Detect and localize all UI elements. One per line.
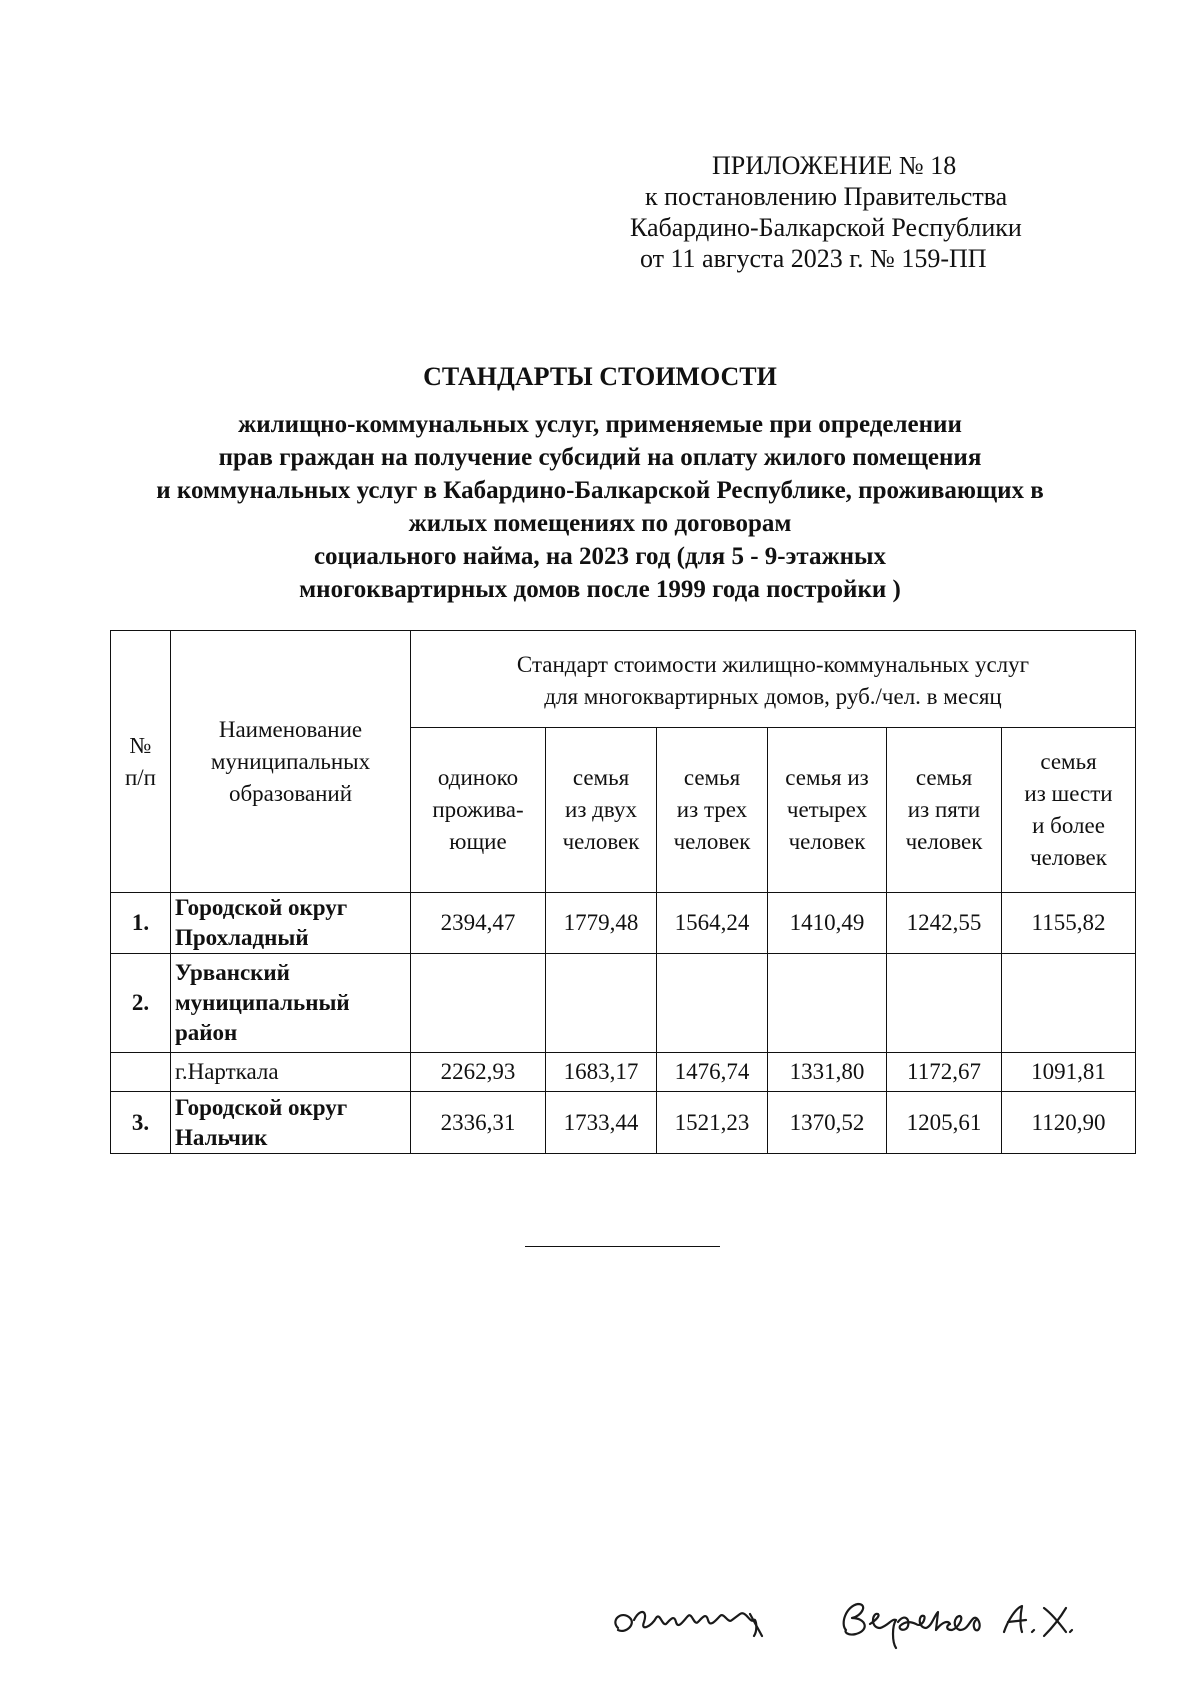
- header-family-6-plus: [1002, 728, 1136, 893]
- header-text: из двух: [565, 797, 637, 822]
- header-family-2: [546, 728, 657, 893]
- appendix-number: ПРИЛОЖЕНИЕ № 18: [712, 151, 957, 180]
- header-text: человек: [905, 829, 983, 854]
- row-municipality: [171, 954, 411, 1053]
- header-text: человек: [1030, 845, 1107, 870]
- header-text: одиноко: [437, 765, 519, 790]
- header-text: из пяти: [907, 797, 981, 822]
- value-cell: [1002, 954, 1136, 1053]
- value-cell: 2336,31: [411, 1092, 546, 1154]
- row-index: 2.: [111, 954, 171, 1053]
- header-text: образований: [228, 780, 353, 806]
- value-cell: 1205,61: [887, 1092, 1002, 1154]
- value-cell: [546, 954, 657, 1053]
- appendix-resolution-line: к постановлению Правительства: [645, 182, 1008, 211]
- header-text: и более: [1032, 813, 1105, 838]
- value-cell: 1476,74: [657, 1053, 768, 1092]
- value-cell: 1331,80: [768, 1053, 887, 1092]
- table-row: [111, 1092, 1136, 1154]
- table-row: [111, 893, 1136, 954]
- header-text: семья: [683, 765, 741, 790]
- header-text: человек: [788, 829, 866, 854]
- closing-rule: [525, 1246, 720, 1247]
- row-municipality: [171, 893, 411, 954]
- header-text: ющие: [449, 829, 507, 854]
- name-line: Нальчик: [175, 1124, 268, 1150]
- header-text: семья из: [785, 765, 869, 790]
- name-line: муниципальный: [175, 990, 350, 1015]
- header-number: [111, 631, 171, 893]
- document-subtitle: [95, 408, 1105, 606]
- header-text: семья: [1040, 749, 1097, 774]
- table-row: [111, 1053, 1136, 1092]
- appendix-header: [620, 150, 1080, 274]
- value-cell: 1410,49: [768, 893, 887, 954]
- header-text: из трех: [676, 797, 748, 822]
- header-text: человек: [673, 829, 751, 854]
- subtitle-line: социального найма, на 2023 год (для 5 - 9-этажных: [313, 543, 887, 570]
- row-municipality: г.Нарткала: [171, 1053, 411, 1092]
- value-cell: 1370,52: [768, 1092, 887, 1154]
- value-cell: 1564,24: [657, 893, 768, 954]
- value-cell: [768, 954, 887, 1053]
- name-line: Городской округ: [175, 1094, 348, 1120]
- value-cell: 2262,93: [411, 1053, 546, 1092]
- header-text: четырех: [786, 797, 868, 822]
- header-text: №: [129, 732, 152, 758]
- subtitle-line: жилищно-коммунальных услуг, применяемые при определении: [238, 411, 962, 438]
- table-row: [111, 954, 1136, 1053]
- header-single: [411, 728, 546, 893]
- value-cell: 1120,90: [1002, 1092, 1136, 1154]
- handwritten-signature: [600, 1590, 1120, 1650]
- header-text: семья: [572, 765, 630, 790]
- value-cell: [411, 954, 546, 1053]
- header-text: из шести: [1024, 781, 1113, 806]
- value-cell: [887, 954, 1002, 1053]
- header-municipality: [171, 631, 411, 893]
- subtitle-line: многоквартирных домов после 1999 года постройки ): [299, 576, 901, 603]
- header-standard-group: [411, 631, 1136, 728]
- value-cell: 1779,48: [546, 893, 657, 954]
- value-cell: 1683,17: [546, 1053, 657, 1092]
- appendix-date-line: от 11 августа 2023 г. № 159-ПП: [640, 244, 987, 273]
- header-family-4: [768, 728, 887, 893]
- value-cell: 1521,23: [657, 1092, 768, 1154]
- value-cell: 1733,44: [546, 1092, 657, 1154]
- header-text: человек: [562, 829, 640, 854]
- value-cell: [657, 954, 768, 1053]
- header-text: семья: [915, 765, 973, 790]
- row-index: 1.: [111, 893, 171, 954]
- value-cell: 1242,55: [887, 893, 1002, 954]
- document-title: СТАНДАРТЫ СТОИМОСТИ: [423, 362, 777, 391]
- header-family-5: [887, 728, 1002, 893]
- name-line: Городской округ: [175, 895, 348, 920]
- standards-table: [110, 630, 1136, 1154]
- name-line: Прохладный: [175, 925, 309, 950]
- value-cell: 1155,82: [1002, 893, 1136, 954]
- appendix-republic-line: Кабардино-Балкарской Республики: [630, 213, 1022, 242]
- header-family-3: [657, 728, 768, 893]
- value-cell: 1091,81: [1002, 1053, 1136, 1092]
- name-line: район: [175, 1020, 238, 1045]
- header-text: прожива-: [432, 797, 524, 822]
- value-cell: 2394,47: [411, 893, 546, 954]
- row-index: 3.: [111, 1092, 171, 1154]
- header-text: Наименование: [218, 716, 363, 742]
- subtitle-line: жилых помещениях по договорам: [408, 510, 792, 537]
- header-text: п/п: [124, 764, 156, 790]
- subtitle-line: прав граждан на получение субсидий на оплату жилого помещения: [218, 444, 982, 471]
- value-cell: 1172,67: [887, 1053, 1002, 1092]
- name-line: Урванский: [175, 960, 290, 985]
- header-text: Стандарт стоимости жилищно-коммунальных услуг: [516, 652, 1030, 677]
- header-text: муниципальных: [210, 748, 371, 774]
- subtitle-line: и коммунальных услуг в Кабардино-Балкарской Республике, проживающих в: [156, 477, 1044, 504]
- row-index: [111, 1053, 171, 1092]
- header-text: для многоквартирных домов, руб./чел. в месяц: [544, 684, 1002, 709]
- row-municipality: [171, 1092, 411, 1154]
